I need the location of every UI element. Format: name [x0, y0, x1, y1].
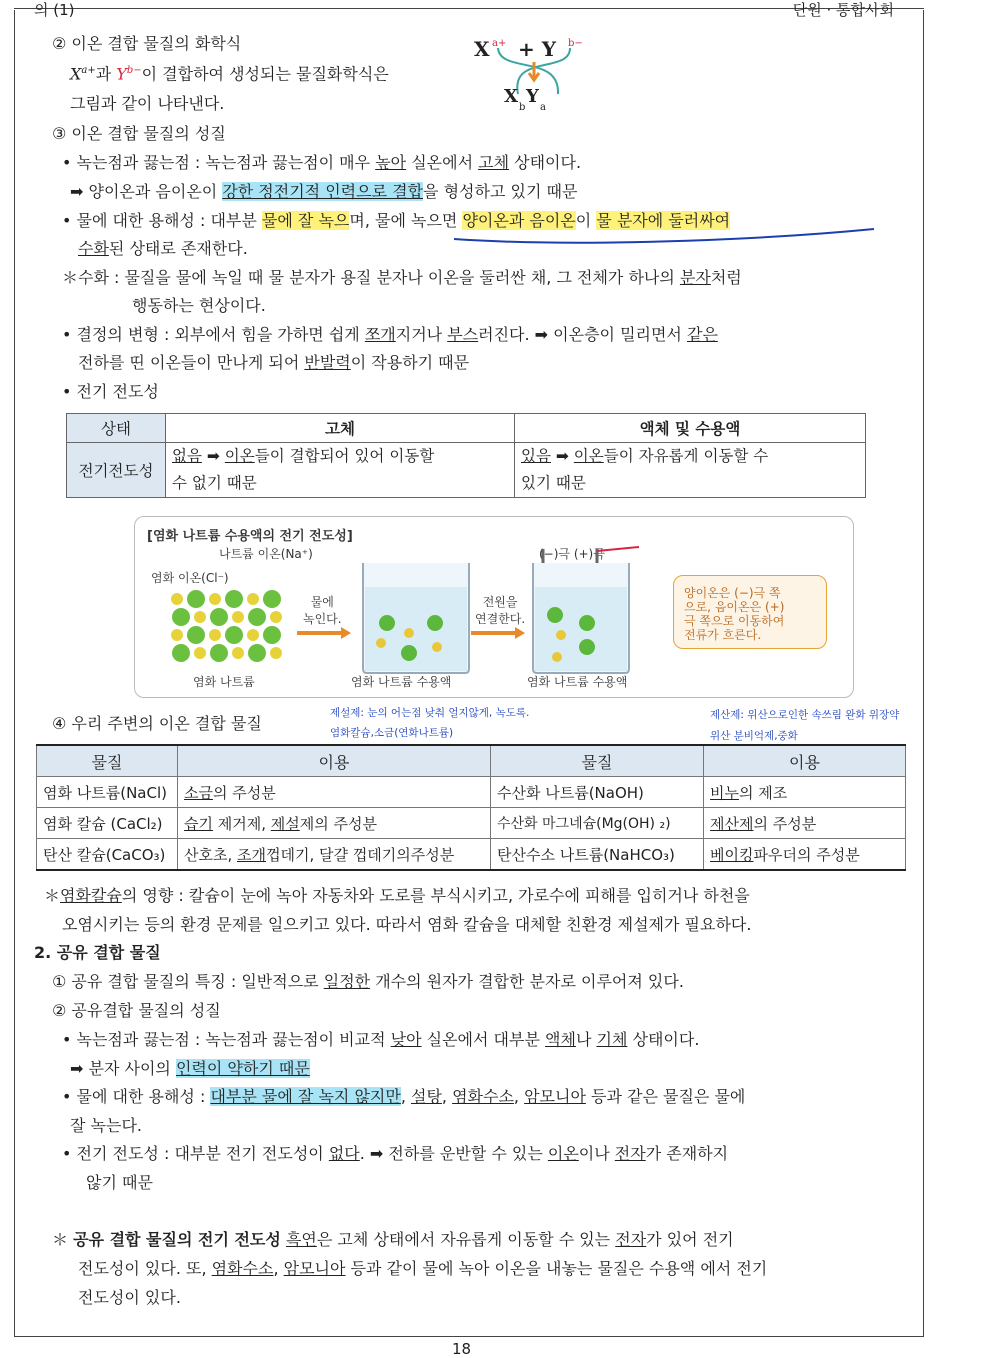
- handnote-2a: 제산제: 위산으로인한 속쓰림 완화 위장약: [710, 709, 900, 721]
- covalent-mp: • 녹는점과 끓는점 : 녹는점과 끓는점이 비교적 낮아 실온에서 대부분 액체나 기체 상태이다.: [62, 1030, 700, 1049]
- handnote-2b: 위산 분비억제,중화: [710, 730, 798, 742]
- svg-text:b: b: [519, 102, 526, 113]
- h-use-2: 이용: [704, 745, 906, 777]
- formula-line2: 그림과 같이 나타낸다.: [70, 94, 225, 113]
- hydration-line2: 행동하는 현상이다.: [132, 296, 266, 315]
- conductivity-table: [66, 413, 866, 498]
- solubility-line: • 물에 대한 용해성 : 대부분 물에 잘 녹으며, 물에 녹으면 양이온과 음이온이 물 분자에 둘러싸여: [62, 211, 731, 230]
- covalent-cond-line2: 않기 때문: [86, 1173, 153, 1192]
- pen-underline: [450, 225, 880, 245]
- h-material-2: 물질: [491, 745, 704, 777]
- step1-text: 물에 녹인다.: [303, 595, 342, 626]
- col-state: 상태: [67, 414, 166, 443]
- svg-text:+ Y: + Y: [518, 37, 556, 61]
- beaker-2: [527, 545, 657, 677]
- nacl-figure: [134, 516, 854, 698]
- na-ion: [232, 647, 244, 659]
- cl-ion: [187, 590, 205, 608]
- calcium-line1: ＊염화칼슘의 영향 : 칼슘이 눈에 녹아 자동차와 도로를 부식시키고, 가로수에 피해를 입히거나 하천을: [44, 886, 750, 905]
- cl-ion: [263, 626, 281, 644]
- cl-ion: [210, 644, 228, 662]
- caption-2: 염화 나트륨 수용액: [351, 675, 452, 689]
- covalent-cond: • 전기 전도성 : 대부분 전기 전도성이 없다. ➡ 전하를 운반할 수 있는 이온이나 전자가 존재하지: [62, 1144, 729, 1163]
- covalent-props-title: ② 공유결합 물질의 성질: [52, 1001, 221, 1020]
- handnote-1a: 제설제: 눈의 어는점 낮춰 얼지않게, 녹도록.: [330, 707, 530, 719]
- covalent-feature: ① 공유 결합 물질의 특징 : 일반적으로 일정한 개수의 원자가 결합한 분자로 이루어져 있다.: [52, 972, 684, 991]
- na-ion: [247, 593, 259, 605]
- table-row: 탄산 칼슘(CaCO₃) 산호초, 조개껍데기, 달걀 껍데기의주성분 탄산수소 나트륨(NaHCO₃) 베이킹파우더의 주성분: [37, 839, 906, 871]
- mp-line: • 녹는점과 끓는점 : 녹는점과 끓는점이 매우 높아 실온에서 고체 상태이다.: [62, 153, 582, 172]
- svg-text:b−: b−: [568, 38, 583, 49]
- mp-reason: ➡ 양이온과 음이온이 강한 정전기적 인력으로 결합을 형성하고 있기 때문: [70, 182, 578, 201]
- deform-line1: • 결정의 변형 : 외부에서 힘을 가하면 쉽게 쪼개지거나 부스러진다. ➡ 이온층이 밀리면서 같은: [62, 325, 718, 344]
- page-number: 18: [452, 1340, 472, 1358]
- cell-liquid: 있음 ➡ 이온들이 자유롭게 이동할 수 있기 때문: [515, 443, 866, 498]
- cl-ion: [172, 644, 190, 662]
- na-ion: [194, 647, 206, 659]
- svg-text:X: X: [474, 37, 490, 61]
- table-row: 염화 나트륨(NaCl) 소금의 주성분 수산화 나트륨(NaOH) 비누의 제조: [37, 777, 906, 808]
- na-ion: [270, 647, 282, 659]
- header-right: 단원 · 통합사회: [792, 1, 894, 19]
- covalent-note-line3: 전도성이 있다.: [78, 1288, 181, 1307]
- covalent-note-line2: 전도성이 있다. 또, 염화수소, 암모니아 등과 같이 물에 녹아 이온을 내놓는 물질은 수용액 에서 전기: [78, 1259, 768, 1278]
- formula-line1: $X^{a+}$과 $Y^{b-}$이 결합하여 생성되는 물질화학식은: [70, 64, 389, 84]
- cl-ion: [172, 608, 190, 626]
- step2-text: 전원을 연결한다.: [475, 595, 526, 626]
- cl-ion: [248, 608, 266, 626]
- cl-ion: [263, 590, 281, 608]
- caption-3: 염화 나트륨 수용액: [527, 675, 628, 689]
- arrow-2: [469, 625, 529, 641]
- props-title: ③ 이온 결합 물질의 성질: [52, 124, 226, 143]
- deform-line2: 전하를 띤 이온들이 만나게 되어 반발력이 작용하기 때문: [78, 353, 470, 372]
- row-label: 전기전도성: [67, 443, 166, 498]
- cl-ion: [225, 590, 243, 608]
- covalent-note-line1: ＊ 공유 결합 물질의 전기 전도성 흑연은 고체 상태에서 자유롭게 이동할 수 있는 전자가 있어 전기: [52, 1230, 734, 1249]
- cell-solid: 없음 ➡ 이온들이 결합되어 있어 이동할 수 없기 때문: [166, 443, 515, 498]
- na-ion: [209, 593, 221, 605]
- formula-title: ② 이온 결합 물질의 화학식: [52, 34, 242, 53]
- uses-table: [36, 744, 906, 871]
- na-ion: [232, 611, 244, 623]
- covalent-sol: • 물에 대한 용해성 : 대부분 물에 잘 녹지 않지만, 설탕, 염화수소, 암모니아 등과 같은 물질은 물에: [62, 1087, 746, 1106]
- na-ion: [247, 629, 259, 641]
- formula-figure: [470, 34, 600, 114]
- na-ion: [171, 593, 183, 605]
- cl-ion: [225, 626, 243, 644]
- calcium-line2: 오염시키는 등의 환경 문제를 일으키고 있다. 따라서 염화 칼슘을 대체할 친환경 제설제가 필요하다.: [62, 915, 752, 934]
- covalent-sol-line2: 잘 녹는다.: [70, 1116, 142, 1135]
- na-ion: [171, 629, 183, 641]
- electrodes-label: (−)극 (+)극: [539, 547, 605, 561]
- cl-ion: [248, 644, 266, 662]
- svg-text:Y: Y: [526, 86, 539, 107]
- caption-1: 염화 나트륨: [193, 675, 255, 689]
- na-label: 나트륨 이온(Na⁺): [219, 547, 313, 561]
- svg-text:a: a: [540, 102, 546, 113]
- h-material-1: 물질: [37, 745, 178, 777]
- arrow-1: [295, 625, 355, 641]
- handnote-1b: 염화칼슘,소금(연화나트륨): [330, 727, 454, 739]
- nacl-crystal: [165, 587, 295, 667]
- around-title: ④ 우리 주변의 이온 결합 물질: [52, 714, 262, 733]
- na-ion: [270, 611, 282, 623]
- solubility-line2: 수화된 상태로 존재한다.: [78, 239, 248, 258]
- covalent-title: 2. 공유 결합 물질: [34, 943, 161, 962]
- cl-ion: [210, 608, 228, 626]
- na-ion: [209, 629, 221, 641]
- h-use-1: 이용: [178, 745, 491, 777]
- beaker-1: [357, 557, 477, 677]
- cl-ion: [187, 626, 205, 644]
- conductivity-label: • 전기 전도성: [62, 382, 159, 401]
- svg-text:a+: a+: [492, 38, 507, 49]
- header-rule: [14, 1, 924, 19]
- hydration-line1: ＊수화 : 물질을 물에 녹일 때 물 분자가 용질 분자나 이온을 둘러싼 채, 그 전체가 하나의 분자처럼: [62, 268, 742, 287]
- col-solid: 고체: [166, 414, 515, 443]
- na-ion: [194, 611, 206, 623]
- header-left: 의 (1): [34, 1, 75, 19]
- figure-title: [염화 나트륨 수용액의 전기 전도성]: [147, 529, 353, 544]
- explanation-box: 양이온은 (−)극 쪽 으로, 음이온은 (+) 극 쪽으로 이동하여 전류가 흐른다.: [673, 575, 827, 649]
- svg-text:X: X: [504, 86, 518, 107]
- covalent-mp-reason: ➡ 분자 사이의 인력이 약하기 때문: [70, 1059, 310, 1078]
- cl-label: 염화 이온(Cl⁻): [151, 571, 229, 585]
- table-row: 염화 칼슘 (CaCl₂) 습기 제거제, 제설제의 주성분 수산화 마그네슘(Mg(OH) ₂) 제산제의 주성분: [37, 808, 906, 839]
- col-liquid: 액체 및 수용액: [515, 414, 866, 443]
